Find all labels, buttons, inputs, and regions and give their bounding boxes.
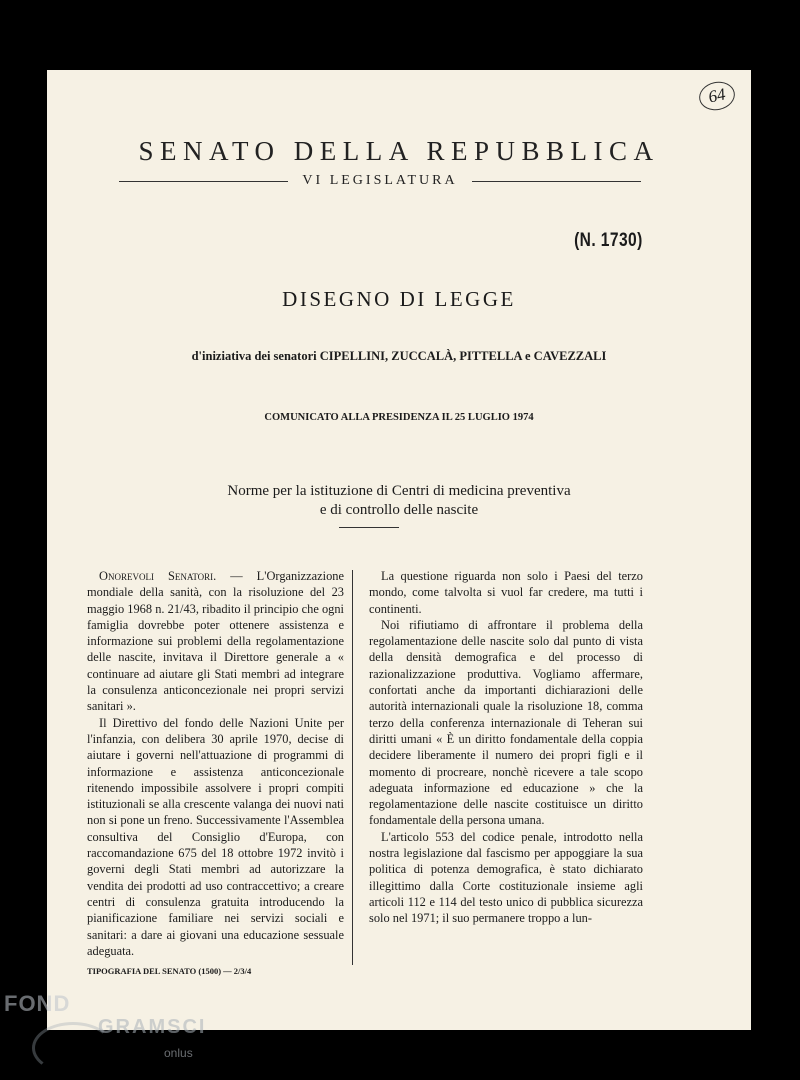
legislature-label: VI LEGISLATURA xyxy=(302,173,458,188)
printer-footer: TIPOGRAFIA DEL SENATO (1500) — 2/3/4 xyxy=(87,966,252,976)
legislature-row xyxy=(119,173,641,189)
bill-heading: DISEGNO DI LEGGE xyxy=(282,287,516,311)
column-divider xyxy=(352,570,353,965)
right-paragraph-2: Noi rifiutiamo di affrontare il problema della regolamentazione delle nascite solo dal punto di vista della densità demografica e del processo di razionalizzazione produttiva. Vogliamo affermare, confortati anche da importanti dichiarazioni delle autorità internazionali quale la risoluzione 18, comma terzo della conferenza internazionale di Teheran sui diritti umani « È un diritto fondamentale della coppia decidere liberamente il numero dei propri figli e il momento di procreare, nonchè ricevere a tale scopo adeguata informazione ed educazione » che la regolamentazione delle nascite costituisce un diritto fondamentale della persona umana. xyxy=(369,617,643,828)
left-column xyxy=(87,568,344,959)
watermark-fond: FOND xyxy=(4,991,71,1016)
watermark-onlus: onlus xyxy=(164,1046,193,1060)
bill-title xyxy=(47,482,751,520)
watermark-gramsci: GRAMSCI xyxy=(98,1016,207,1038)
left-paragraph-1-text: — L'Organizzazione mondiale della sanità, con la risoluzione del 23 maggio 1968 n. 21/43, ribadito il principio che ogni famiglia dovrebbe poter ottenere assistenza e informazione sui problemi della regolamentazione delle nascite, invitava il Direttore generale a « continuare ad aiutare gli Stati membri ad integrare la consulenza anticoncezionale nei propri servizi sanitari ». xyxy=(87,569,344,714)
senate-title: SENATO DELLA REPUBBLICA xyxy=(138,136,660,166)
right-column xyxy=(369,568,643,927)
handwritten-page-number: 64 xyxy=(696,79,737,114)
left-paragraph-1 xyxy=(87,568,344,715)
right-paragraph-1: La questione riguarda non solo i Paesi del terzo mondo, come talvolta si vuol far credere, ma tutti i continenti. xyxy=(369,569,643,616)
document-number: (N. 1730) xyxy=(574,230,643,251)
left-paragraph-2: Il Direttivo del fondo delle Nazioni Unite per l'infanzia, con delibera 30 aprile 1970, decise di aiutare i governi nell'attuazione di programmi di informazione e assistenza anticoncezionale ritenendo impossibile assolvere i propri compiti istituzionali se alla crescente valanga dei nuovi nati non si pone un freno. Successivamente l'Assemblea consultiva del Consiglio d'Europa, con raccomandazione 675 del 18 ottobre 1972 invitò i governi degli Stati membri ad autorizzare la vendita dei prodotti ad uso contraccettivo; a creare centri di consulenza gratuita introducendo la pianificazione familiare nei servizi sociali e sanitari: a dare ai giovani una educazione sessuale adeguata. xyxy=(87,715,344,958)
initiative-line: d'iniziativa dei senatori CIPELLINI, ZUCCALÀ, PITTELLA e CAVEZZALI xyxy=(191,349,607,363)
right-paragraph-3: L'articolo 553 del codice penale, introdotto nella nostra legislazione dal fascismo per appoggiare la sua politica di potenza demografica, è stato dichiarato illegittimo dalla Corte costituzionale insieme agli articoli 112 e 114 del testo unico di pubblica sicurezza solo nel 1971; il suo permanere troppo a lun- xyxy=(369,829,643,926)
bill-title-line-2: e di controllo delle nascite xyxy=(319,502,479,518)
document-page xyxy=(47,70,751,1030)
bill-title-line-1: Norme per la istituzione di Centri di medicina preventiva xyxy=(227,483,571,499)
legislature-rule-right xyxy=(472,181,641,182)
title-divider xyxy=(339,527,399,528)
salutation: Onorevoli Senatori. xyxy=(99,569,217,583)
legislature-rule-left xyxy=(119,181,288,182)
communicated-date: COMUNICATO ALLA PRESIDENZA IL 25 LUGLIO 1974 xyxy=(264,412,534,423)
